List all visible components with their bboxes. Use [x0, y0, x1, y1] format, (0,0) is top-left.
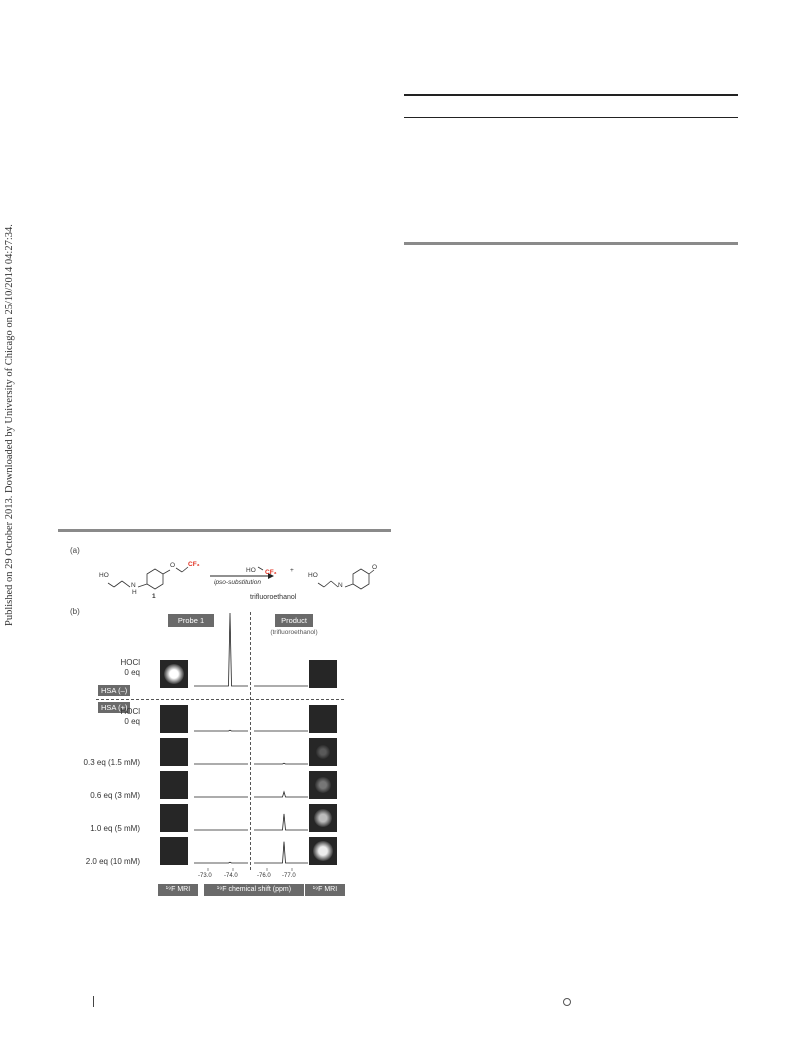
probe-mri-image [160, 771, 188, 799]
probe-spectrum [194, 703, 248, 733]
footer-bar [93, 996, 94, 1007]
column-divider [250, 612, 251, 870]
row-label: 0.3 eq (1.5 mM) [83, 758, 140, 767]
reactant-bond [176, 568, 182, 572]
product-spectrum [254, 802, 308, 832]
product-mri-image [309, 705, 337, 733]
product2-ho: HO [308, 572, 318, 579]
reactant-o: O [170, 562, 176, 569]
spectrum-trace [254, 814, 308, 830]
mri-signal [164, 664, 184, 684]
reactant-bond [108, 583, 114, 587]
product-spectrum [254, 769, 308, 799]
product-spectrum [254, 658, 308, 688]
footer-circle-icon [563, 998, 571, 1006]
reactant-bond [114, 581, 122, 587]
product-mri-image [309, 804, 337, 832]
product2-o: O [372, 564, 378, 571]
product2-ring [353, 569, 369, 589]
product2-n: N [338, 582, 343, 589]
mri-signal [313, 841, 332, 860]
hsa-minus-label: HSA (–) [98, 685, 130, 696]
footer-right: ¹⁹F MRI [305, 884, 345, 896]
row-label: 2.0 eq (10 mM) [85, 857, 140, 866]
reactant-h: H [132, 589, 137, 596]
reactant-ho: HO [99, 572, 109, 579]
row-label: HOCl [120, 658, 140, 667]
probe-mri-image [160, 705, 188, 733]
spectrum-trace [194, 613, 248, 686]
reactant-cf3: CF₃ [188, 561, 200, 568]
reactant-ring [147, 569, 163, 589]
compound-number: 1 [152, 593, 156, 600]
product-tick-1: -76.0 [257, 873, 271, 879]
spectrum-trace [194, 862, 248, 863]
panel-a-label: (a) [70, 546, 80, 555]
product-mri-image [309, 771, 337, 799]
product-spectrum [254, 736, 308, 766]
product2-bond [331, 581, 338, 587]
mri-signal [314, 809, 332, 827]
reactant-bond [122, 581, 130, 587]
product-tick-2: -77.0 [282, 873, 296, 879]
spectrum-trace [254, 763, 308, 764]
probe-mri-image [160, 837, 188, 865]
reactant-bond [138, 584, 147, 587]
mri-signal [315, 777, 331, 793]
product1-name: trifluoroethanol [250, 594, 297, 601]
row-label: HOCl [120, 707, 140, 716]
arrow-label: ipso-substitution [214, 579, 261, 586]
table-top-rule [404, 94, 738, 96]
spectrum-trace [194, 730, 248, 731]
row-label-line2: 0 eq [124, 668, 140, 677]
product1-ho: HO [246, 567, 256, 574]
probe-mri-image [160, 660, 188, 688]
probe-mri-image [160, 804, 188, 832]
product2-bond [318, 583, 324, 587]
hsa-plus-label: HSA (+) [98, 702, 130, 713]
product1-cf3: CF₃ [265, 569, 277, 576]
reactant-n: N [131, 582, 136, 589]
product-mri-image [309, 837, 337, 865]
spectrum-trace [254, 792, 308, 797]
product-spectrum [254, 835, 308, 865]
product-spectrum [254, 703, 308, 733]
download-notice: Published on 29 October 2013. Downloaded by University of Chicago on 25/10/2014 04:27:34. [4, 224, 15, 626]
probe-spectrum [194, 769, 248, 799]
hsa-divider [96, 699, 344, 700]
product2-bond [324, 581, 331, 587]
table-header-rule [404, 117, 738, 118]
footer-left: ¹⁹F MRI [158, 884, 198, 896]
probe-tick-1: -73.0 [198, 873, 212, 879]
row-label: 1.0 eq (5 mM) [90, 824, 140, 833]
panel-b-label: (b) [70, 607, 80, 616]
row-label-line2: 0 eq [124, 717, 140, 726]
product1-bond [258, 567, 263, 570]
product-subheader: (trifluoroethanol) [270, 629, 318, 636]
probe-spectrum [194, 802, 248, 832]
spectrum-trace [254, 842, 308, 863]
product2-bond [345, 584, 353, 587]
probe-tick-2: -74.0 [224, 873, 238, 879]
probe-spectrum [194, 613, 248, 688]
plus-sign: + [290, 567, 294, 574]
table-bottom-rule [404, 242, 738, 245]
product-mri-image [309, 660, 337, 688]
figure [58, 532, 388, 902]
row-label: 0.6 eq (3 mM) [90, 791, 140, 800]
mri-signal [316, 745, 331, 760]
reactant-bond [163, 570, 170, 574]
footer-center: ¹⁹F chemical shift (ppm) [204, 884, 304, 896]
probe-spectrum [194, 835, 248, 865]
probe-mri-image [160, 738, 188, 766]
probe-header: Probe 1 [168, 614, 214, 627]
probe-spectrum [194, 736, 248, 766]
product-header: Product [275, 614, 313, 627]
product-mri-image [309, 738, 337, 766]
